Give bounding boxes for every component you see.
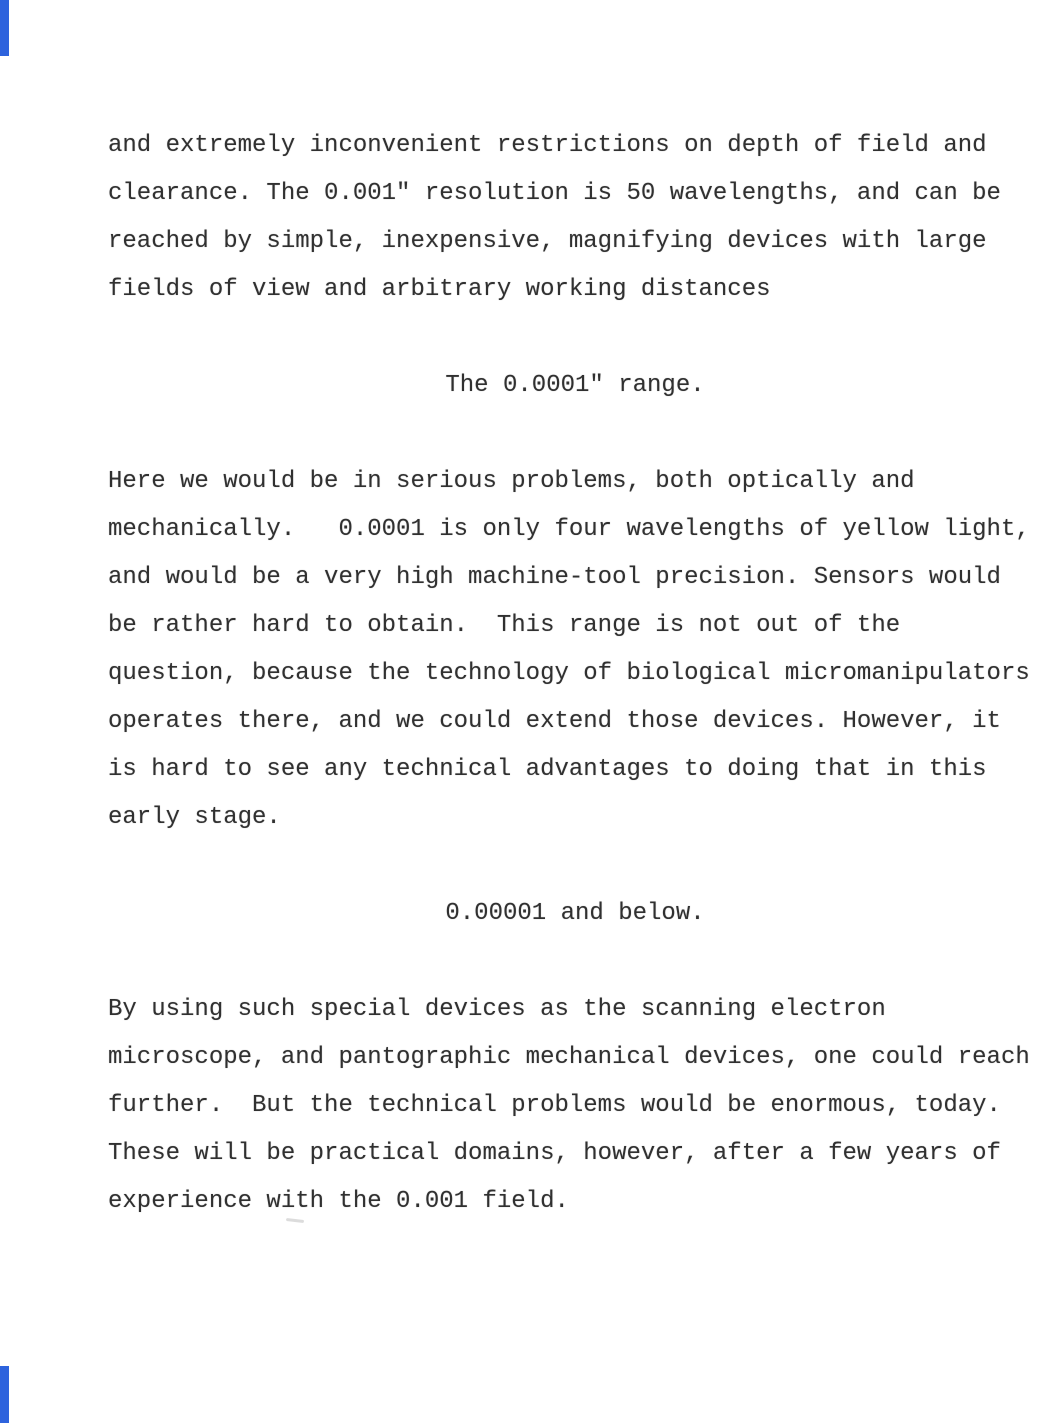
scan-mark-bottom-left xyxy=(0,1366,9,1423)
text-line: clearance. The 0.001" resolution is 50 wavelengths, and can be xyxy=(108,180,1001,207)
text-line: early stage. xyxy=(108,804,281,831)
text-line: fields of view and arbitrary working distances xyxy=(108,276,771,303)
text-line: reached by simple, inexpensive, magnifying devices with large xyxy=(108,228,987,255)
text-line: These will be practical domains, however, after a few years of xyxy=(108,1140,1001,1167)
text-line: microscope, and pantographic mechanical devices, one could reach xyxy=(108,1044,1030,1071)
section-heading-00001-below: 0.00001 and below. xyxy=(445,900,705,927)
text-line: experience with the 0.001 field. xyxy=(108,1188,569,1215)
text-line: further. But the technical problems would be enormous, today. xyxy=(108,1092,1001,1119)
text-line: and would be a very high machine-tool precision. Sensors would xyxy=(108,564,1001,591)
typewritten-text-block xyxy=(108,122,1042,1226)
text-line: question, because the technology of biological micromanipulators xyxy=(108,660,1030,687)
text-line: is hard to see any technical advantages to doing that in this xyxy=(108,756,987,783)
text-line: operates there, and we could extend those devices. However, it xyxy=(108,708,1001,735)
paragraph-2 xyxy=(108,458,1042,842)
paragraph-3 xyxy=(108,986,1042,1226)
section-heading-0001-range: The 0.0001" range. xyxy=(445,372,705,399)
paragraph-1 xyxy=(108,122,1042,314)
scan-mark-top-left xyxy=(0,0,9,56)
text-line: and extremely inconvenient restrictions on depth of field and xyxy=(108,132,987,159)
text-line: Here we would be in serious problems, both optically and xyxy=(108,468,915,495)
text-line: be rather hard to obtain. This range is not out of the xyxy=(108,612,901,639)
text-line: mechanically. 0.0001 is only four wavelengths of yellow light, xyxy=(108,516,1030,543)
text-line: By using such special devices as the scanning electron xyxy=(108,996,886,1023)
